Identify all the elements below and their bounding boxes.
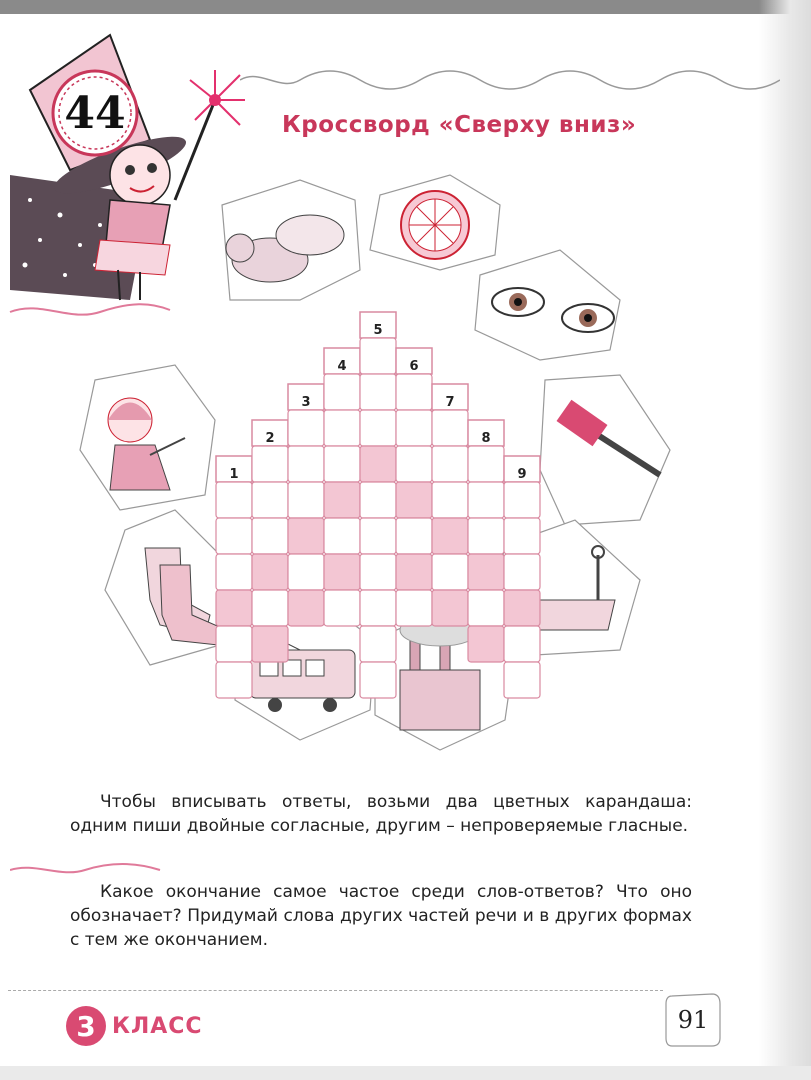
crossword-cell[interactable]	[360, 518, 396, 554]
pink-wave-divider	[10, 860, 170, 880]
crossword-cell[interactable]	[360, 626, 396, 662]
crossword-cell[interactable]	[324, 374, 360, 410]
crossword-cell[interactable]	[216, 590, 252, 626]
clue-number: 5	[373, 323, 383, 338]
clue-number: 2	[265, 431, 275, 446]
crossword-cell[interactable]	[252, 446, 288, 482]
crossword-cell[interactable]	[324, 446, 360, 482]
crossword-cell[interactable]	[324, 590, 360, 626]
crossword-cell[interactable]	[468, 518, 504, 554]
crossword-cell[interactable]	[468, 482, 504, 518]
crossword-cell[interactable]	[252, 590, 288, 626]
crossword-cell[interactable]	[324, 410, 360, 446]
crossword-cell[interactable]	[252, 626, 288, 662]
clue-number: 8	[481, 431, 491, 446]
grade-number: 3	[76, 1009, 96, 1043]
question-paragraph: Какое окончание самое частое среди слов-ответов? Что оно обозначает? Придумай слова других частей речи и в других формах с тем же окончанием.	[70, 882, 692, 950]
crossword-cell[interactable]	[216, 626, 252, 662]
crossword-cell[interactable]	[252, 482, 288, 518]
page-edge-bottom	[0, 1066, 811, 1080]
crossword-cell[interactable]	[288, 482, 324, 518]
crossword-cell[interactable]	[360, 374, 396, 410]
crossword-cell[interactable]	[504, 554, 540, 590]
crossword-cell[interactable]	[432, 554, 468, 590]
clue-number: 9	[517, 467, 527, 482]
crossword-cell[interactable]	[504, 518, 540, 554]
crossword-cell[interactable]	[288, 590, 324, 626]
crossword-cell[interactable]	[216, 482, 252, 518]
crossword-cell[interactable]	[432, 446, 468, 482]
crossword-cell[interactable]	[360, 590, 396, 626]
crossword-cell[interactable]	[360, 446, 396, 482]
exercise-title: Кроссворд «Сверху вниз»	[282, 112, 637, 138]
clue-number: 6	[409, 359, 419, 374]
crossword-cell[interactable]	[360, 338, 396, 374]
crossword-cell[interactable]	[324, 554, 360, 590]
crossword-cell[interactable]	[504, 626, 540, 662]
crossword-cell[interactable]	[216, 662, 252, 698]
clue-number: 4	[337, 359, 347, 374]
crossword-cell[interactable]	[288, 410, 324, 446]
footer-cut-line	[8, 990, 663, 991]
crossword-cell[interactable]	[324, 482, 360, 518]
crossword-cell[interactable]	[432, 518, 468, 554]
crossword-cell[interactable]	[216, 518, 252, 554]
crossword-cell[interactable]	[504, 482, 540, 518]
grade-label: КЛАСС	[112, 1014, 203, 1039]
crossword-cell[interactable]	[360, 554, 396, 590]
crossword-cell[interactable]	[324, 518, 360, 554]
crossword-cell[interactable]	[360, 482, 396, 518]
page-number: 91	[677, 1006, 709, 1034]
crossword-cell[interactable]	[396, 590, 432, 626]
grade-badge	[66, 1006, 106, 1046]
crossword-cell[interactable]	[432, 410, 468, 446]
clue-number: 3	[301, 395, 311, 410]
crossword-cell[interactable]	[504, 662, 540, 698]
crossword-cell[interactable]	[468, 554, 504, 590]
crossword-cell[interactable]	[288, 554, 324, 590]
crossword-cell[interactable]	[432, 590, 468, 626]
crossword-cell[interactable]	[252, 518, 288, 554]
crossword-cell[interactable]	[216, 554, 252, 590]
exercise-number: 44	[64, 87, 126, 139]
crossword-cell[interactable]	[396, 446, 432, 482]
instruction-paragraph: Чтобы вписывать ответы, возьми два цветных карандаша: одним пиши двойные согласные, другим – непроверяемые гласные.	[70, 792, 692, 836]
crossword-cell[interactable]	[396, 482, 432, 518]
crossword-cell[interactable]	[396, 554, 432, 590]
crossword-cell[interactable]	[360, 662, 396, 698]
crossword-cell[interactable]	[396, 374, 432, 410]
crossword-cell[interactable]	[396, 518, 432, 554]
crossword-cell[interactable]	[396, 410, 432, 446]
clue-number: 1	[229, 467, 239, 482]
crossword-cell[interactable]	[360, 410, 396, 446]
crossword-cell[interactable]	[468, 446, 504, 482]
clue-number: 7	[445, 395, 455, 410]
crossword-cell[interactable]	[468, 626, 504, 662]
page-number-box	[662, 990, 724, 1050]
crossword-cell[interactable]	[288, 518, 324, 554]
crossword-cell[interactable]	[504, 590, 540, 626]
crossword-cell[interactable]	[288, 446, 324, 482]
crossword-cell[interactable]	[468, 590, 504, 626]
crossword-cell[interactable]	[432, 482, 468, 518]
crossword-cell[interactable]	[252, 554, 288, 590]
